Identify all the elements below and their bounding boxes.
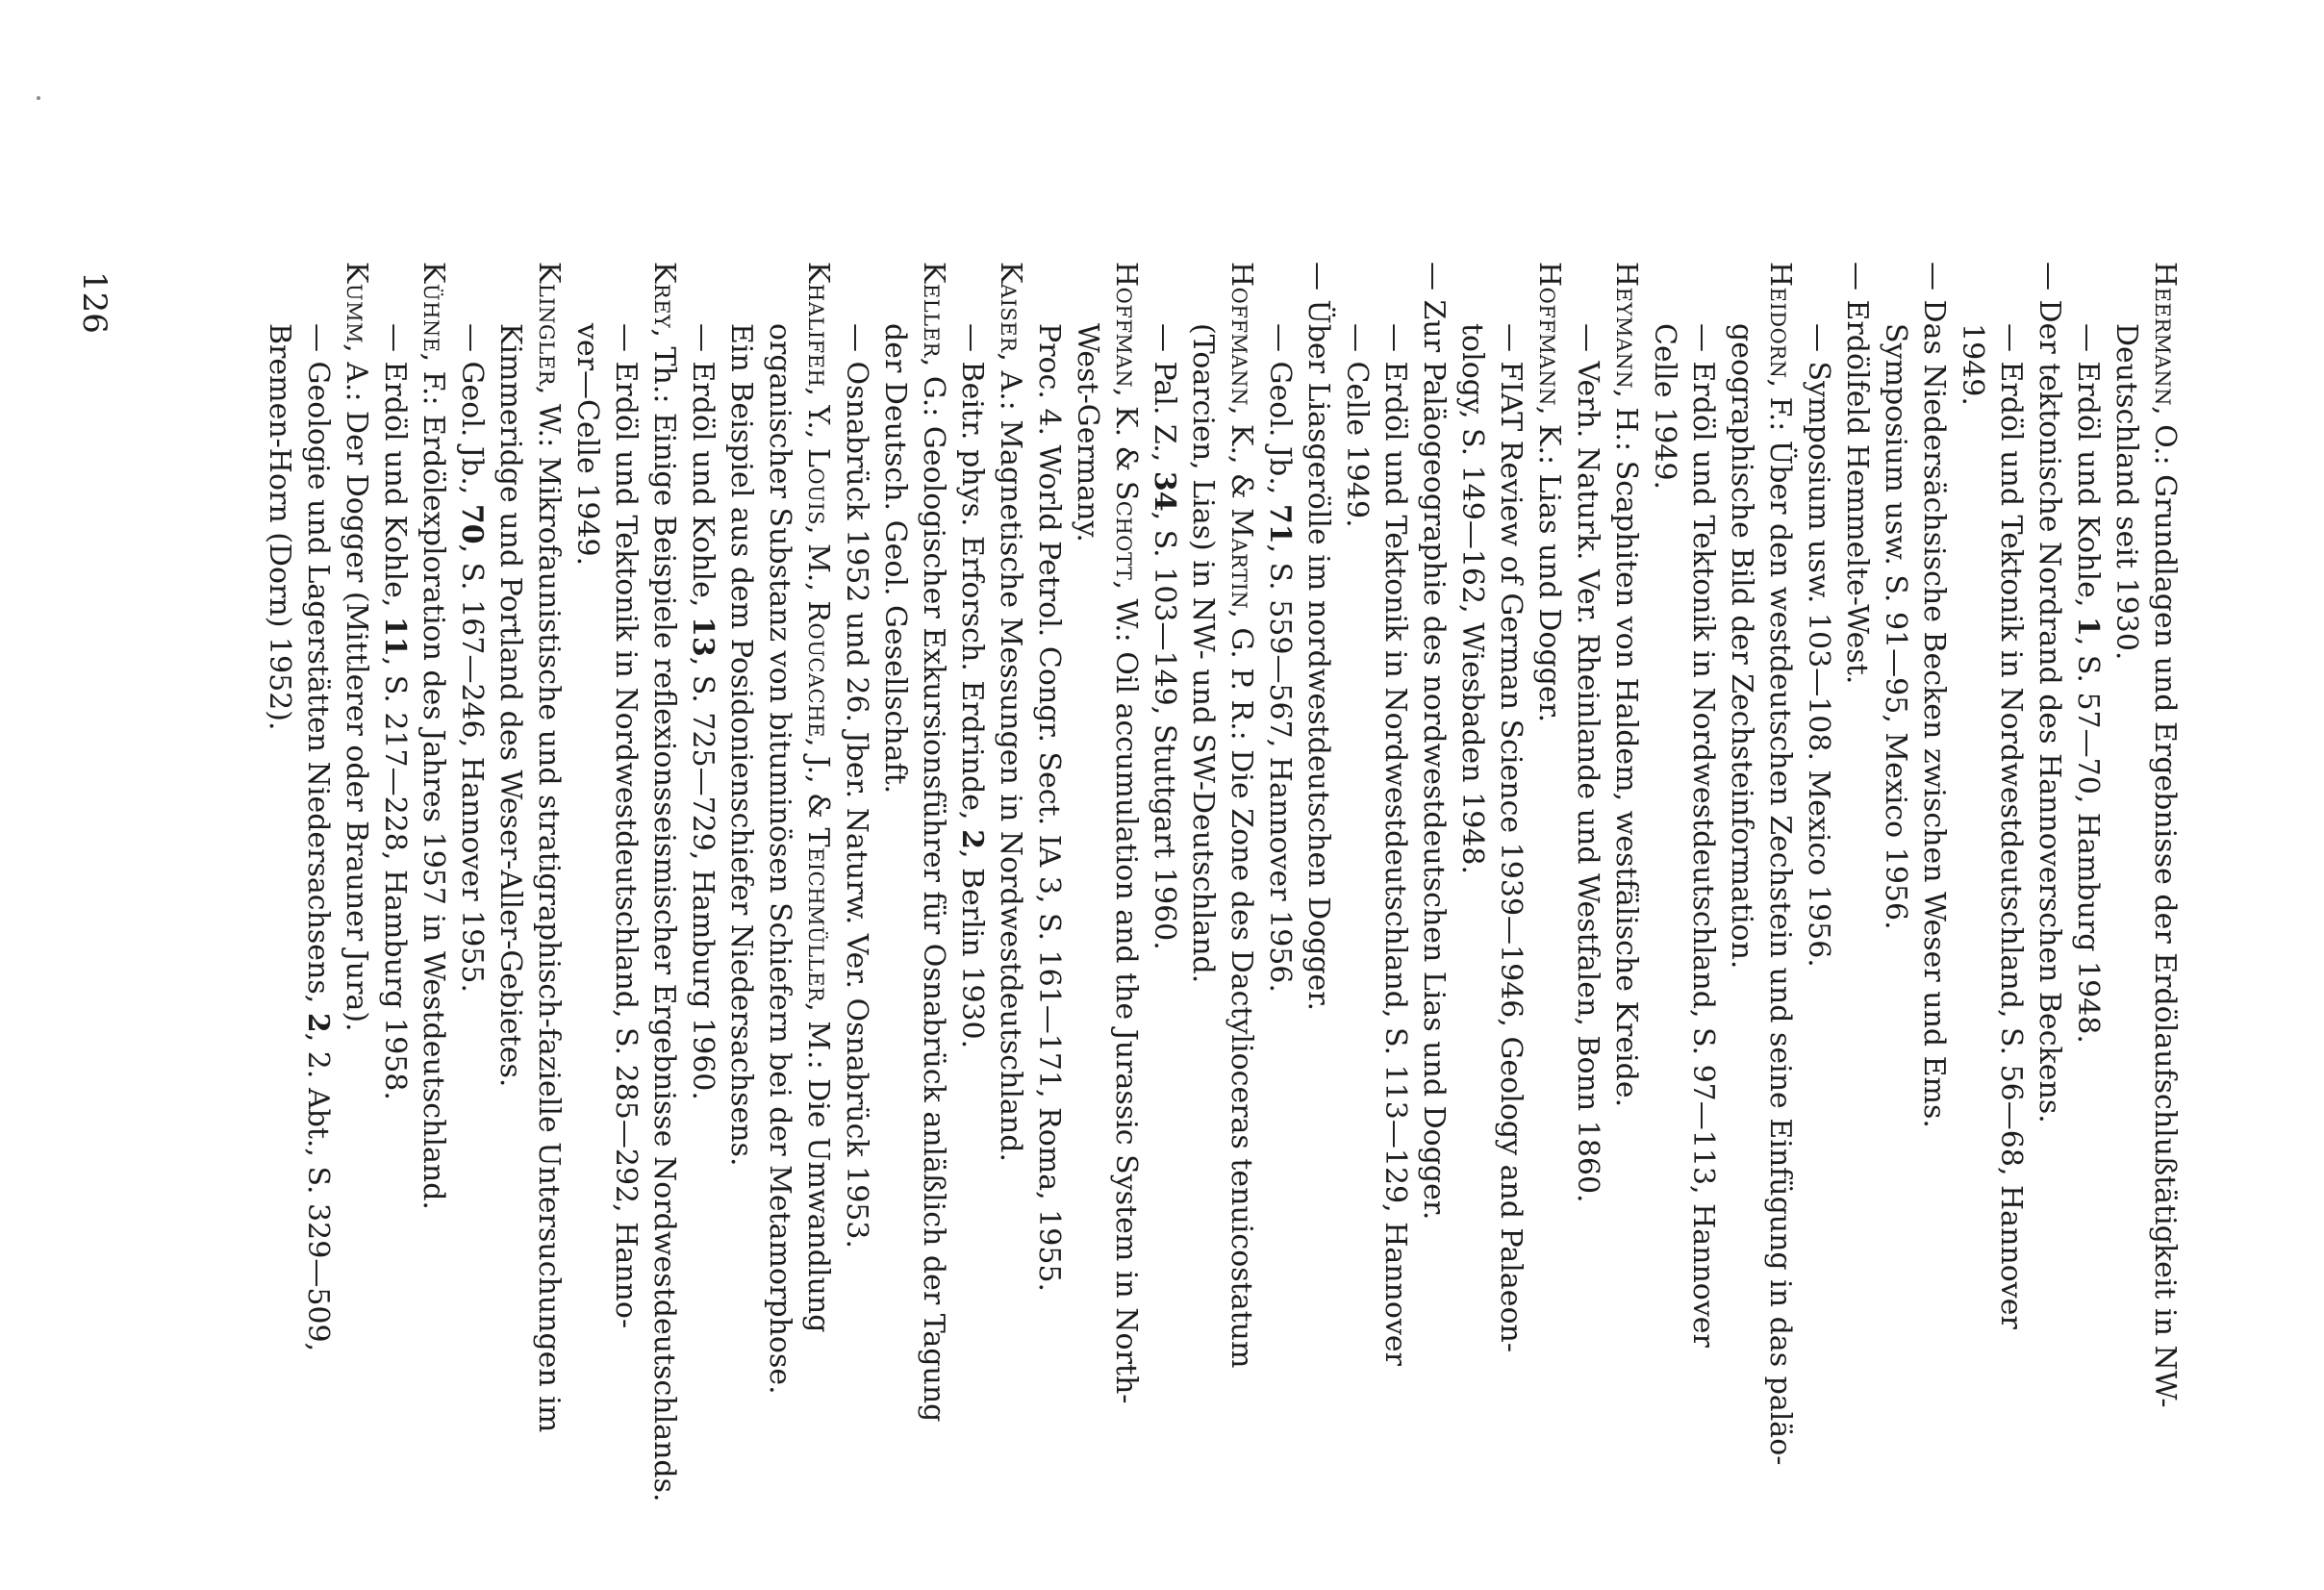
citation-text: Ein Beispiel aus dem Posidonienschiefer Niedersachsens.: [724, 323, 758, 1167]
citation-text: — Zur Paläogeographie des nordwestdeutschen Lias und Dogger.: [1417, 262, 1451, 1221]
entry-continuation-line: [1953, 262, 1991, 1502]
entry-continuation-line: [260, 262, 298, 1502]
author-name: Martin: [1225, 508, 1258, 610]
volume-number: 13: [686, 616, 720, 657]
citation-text: , F.: Über den westdeutschen Zechstein und seine Einfügung in das paläo-: [1763, 378, 1797, 1466]
citation-text: Proc. 4. World Petrol. Congr. Sect. IA 3, S. 161—171, Roma, 1955.: [1032, 323, 1066, 1293]
entry-continuation-line: [1145, 262, 1183, 1502]
citation-text: tology, S. 149—162, Wiesbaden 1948.: [1455, 323, 1489, 875]
citation-text: ver—Celle 1949.: [570, 323, 604, 567]
entry-first-line: [991, 262, 1029, 1502]
author-name: Hoffmann: [1532, 262, 1566, 406]
citation-text: — Geologie und Lagerstätten Niedersachsens,: [301, 323, 335, 1013]
entry-first-line: [1299, 262, 1337, 1502]
citation-text: , S. 725—729, Hamburg 1960.: [686, 656, 720, 1100]
entry-continuation-line: [606, 262, 644, 1502]
entry-continuation-line: [568, 262, 606, 1502]
volume-number: 70: [455, 503, 489, 544]
citation-text: Bremen-Horn (Dorn) 1952).: [263, 323, 296, 731]
citation-text: — Der tektonische Nordrand des Hannoverschen Beckens.: [2033, 262, 2066, 1123]
bibliography-entry: [1645, 262, 1799, 1502]
bibliography-entry: [1145, 262, 1260, 1502]
citation-text: , M.: Die Umwandlung: [801, 1002, 835, 1333]
bibliography-entry: [683, 262, 837, 1502]
citation-text: , S. 217—228, Hamburg 1958.: [378, 656, 412, 1100]
citation-text: — Erdöl und Kohle,: [686, 323, 720, 617]
citation-text: , S. 103—149, Stuttgart 1960.: [1148, 511, 1181, 950]
author-name: Klingler: [532, 262, 566, 386]
volume-number: 11: [378, 616, 412, 657]
entry-first-line: [1414, 262, 1452, 1502]
entry-continuation-line: [452, 262, 491, 1502]
citation-text: — Erdöl und Tektonik in Nordwestdeutschland, S. 113—129, Hannover: [1378, 323, 1412, 1366]
entry-continuation-line: [1260, 262, 1299, 1502]
author-name: Krey: [647, 262, 681, 329]
entry-first-line: [1529, 262, 1568, 1502]
author-name: Teichmüller: [801, 827, 835, 1003]
bibliography-entry: [1799, 262, 1876, 1502]
entry-continuation-line: [721, 262, 760, 1502]
author-name: Schott: [1109, 480, 1143, 581]
citation-text: , W.: Oil accumulation and the Jurassic System in North-: [1109, 580, 1143, 1404]
citation-text: — Erdölfeld Hemmelte-West.: [1840, 262, 1874, 685]
entry-continuation-line: [1029, 262, 1068, 1502]
entry-continuation-line: [952, 262, 991, 1502]
entry-continuation-line: [1068, 262, 1106, 1502]
citation-text: , O.: Grundlagen und Ergebnisse der Erdölaufschlußtätigkeit in NW-: [2148, 406, 2182, 1408]
citation-text: , G. P. R.: Die Zone des Dactylioceras tenuicostatum: [1225, 609, 1258, 1369]
entry-continuation-line: [2068, 262, 2107, 1502]
author-name: Louis: [801, 447, 835, 526]
citation-text: — Erdöl und Tektonik in Nordwestdeutschland, S. 97—113, Hannover: [1686, 323, 1720, 1348]
citation-text: organischer Substanz von bituminösen Schiefern bei der Metamorphose.: [763, 323, 796, 1395]
author-name: Kühne: [417, 262, 450, 353]
citation-text: West-Germany.: [1071, 323, 1104, 543]
citation-text: , S. 57—70, Hamburg 1948.: [2071, 636, 2105, 1044]
citation-text: , K. &: [1109, 388, 1143, 481]
bibliography-entry: [837, 262, 952, 1502]
entry-continuation-line: [1799, 262, 1837, 1502]
citation-text: , G.: Geologischer Exkursionsführer für Osnabrück anläßlich der Tagung: [917, 357, 950, 1423]
entry-first-line: [337, 262, 375, 1502]
volume-number: 71: [1263, 503, 1297, 544]
bibliography-entry: [1260, 262, 1337, 1502]
citation-text: Kimmeridge und Portland des Weser-Aller-Gebietes.: [493, 323, 527, 1088]
citation-text: , Y.,: [801, 387, 835, 448]
entry-continuation-line: [1568, 262, 1606, 1502]
entry-continuation-line: [1722, 262, 1760, 1502]
citation-text: (Toarcien, Lias) in NW- und SW-Deutschland.: [1186, 323, 1220, 984]
citation-text: — Erdöl und Tektonik in Nordwestdeutschland, S. 285—292, Hanno-: [609, 323, 643, 1329]
entry-first-line: [644, 262, 683, 1502]
entry-first-line: [529, 262, 568, 1502]
author-name: Khalifeh: [801, 262, 835, 388]
entry-continuation-line: [1376, 262, 1414, 1502]
bibliography-entry: [1876, 262, 1953, 1502]
bibliography-text-block: [202, 262, 2184, 1502]
citation-text: — Verh. Naturk. Ver. Rheinlande und Westfalen, Bonn 1860.: [1571, 323, 1604, 1203]
entry-continuation-line: [760, 262, 798, 1502]
citation-text: — Celle 1949.: [1340, 323, 1374, 528]
bibliography-entry: [260, 262, 375, 1502]
citation-text: — Erdöl und Kohle,: [2071, 323, 2105, 617]
author-name: Roucache: [801, 600, 835, 738]
citation-text: geographische Bild der Zechsteinformation.: [1725, 323, 1758, 970]
citation-text: der Deutsch. Geol. Gesellschaft.: [878, 323, 912, 795]
author-name: Kaiser: [994, 262, 1027, 353]
bibliography-entry: [1029, 262, 1145, 1502]
author-name: Hoffman: [1109, 262, 1143, 389]
entry-first-line: [1606, 262, 1645, 1502]
bibliography-entry: [1568, 262, 1645, 1502]
entry-first-line: [1760, 262, 1799, 1502]
citation-text: — Geol. Jb.,: [455, 323, 489, 504]
volume-number: 34: [1148, 470, 1181, 512]
citation-text: — Über Liasgerölle im nordwestdeutschen Dogger.: [1301, 262, 1335, 1012]
entry-continuation-line: [375, 262, 414, 1502]
citation-text: Celle 1949.: [1648, 323, 1681, 491]
entry-continuation-line: [491, 262, 529, 1502]
entry-first-line: [1837, 262, 1876, 1502]
entry-continuation-line: [683, 262, 721, 1502]
citation-text: , W.: Mikrofaunistische und stratigraphisch-fazielle Untersuchungen im: [532, 385, 566, 1433]
entry-first-line: [414, 262, 452, 1502]
volume-number: 1: [2071, 616, 2105, 637]
citation-text: , A.: Der Dogger (Mittlerer oder Brauner Jura).: [340, 343, 373, 1032]
citation-text: — Symposium usw. 103—108. Mexico 1956.: [1802, 323, 1835, 968]
citation-text: , K., &: [1225, 405, 1258, 509]
entry-first-line: [1914, 262, 1953, 1502]
bibliography-entry: [452, 262, 568, 1502]
citation-text: 1949.: [1956, 323, 1989, 406]
author-name: Keller: [917, 262, 950, 358]
citation-text: , H.: Scaphiten von Haldem, westfälische Kreide.: [1609, 389, 1643, 1108]
author-name: Heermann: [2148, 262, 2182, 407]
citation-text: , Berlin 1930.: [955, 849, 989, 1049]
volume-number: 2: [301, 1012, 335, 1033]
entry-continuation-line: [1337, 262, 1376, 1502]
citation-text: , J., &: [801, 737, 835, 828]
entry-continuation-line: [2107, 262, 2145, 1502]
entry-continuation-line: [1491, 262, 1529, 1502]
bibliography-entry: [568, 262, 683, 1502]
citation-text: — Osnabrück 1952 und 26. Jber. Naturw. Ver. Osnabrück 1953.: [840, 323, 873, 1249]
citation-text: , F.: Erdölexploration des Jahres 1957 in Westdeutschland.: [417, 352, 450, 1210]
entry-first-line: [2030, 262, 2068, 1502]
entry-continuation-line: [1991, 262, 2030, 1502]
citation-text: — Beitr. phys. Erforsch. Erdrinde,: [955, 323, 989, 830]
entry-continuation-line: [298, 262, 337, 1502]
entry-continuation-line: [1683, 262, 1722, 1502]
entry-first-line: [2145, 262, 2184, 1502]
citation-text: — Das Niedersächsische Becken zwischen Weser und Ems.: [1917, 262, 1951, 1128]
page-number: 126: [75, 271, 114, 334]
entry-continuation-line: [1876, 262, 1914, 1502]
entry-continuation-line: [1452, 262, 1491, 1502]
citation-text: — Erdöl und Kohle,: [378, 323, 412, 617]
citation-text: , 2. Abt., S. 329—509,: [301, 1032, 335, 1352]
author-name: Kumm: [340, 262, 373, 344]
citation-text: , S. 167—246, Hannover 1955.: [455, 543, 489, 994]
citation-text: Deutschland seit 1930.: [2109, 323, 2143, 661]
bibliography-entry: [1337, 262, 1452, 1502]
bibliography-entry: [2068, 262, 2184, 1502]
citation-text: — FIAT Review of German Science 1939—1946, Geology and Palaeon-: [1494, 323, 1528, 1353]
entry-continuation-line: [837, 262, 875, 1502]
citation-text: — Erdöl und Tektonik in Nordwestdeutschland, S. 56—68, Hannover: [1994, 323, 2028, 1329]
bibliography-entry: [1953, 262, 2068, 1502]
entry-first-line: [1222, 262, 1260, 1502]
entry-first-line: [1106, 262, 1145, 1502]
citation-text: , K.: Lias und Dogger.: [1532, 405, 1566, 723]
scan-speck: [37, 96, 40, 100]
citation-text: — Pal. Z.,: [1148, 323, 1181, 471]
bibliography-entry: [1452, 262, 1568, 1502]
citation-text: , Th.: Einige Beispiele reflexionsseismischer Ergebnisse Nordwestdeutschlands.: [647, 328, 681, 1502]
author-name: Heymann: [1609, 262, 1643, 390]
entry-continuation-line: [875, 262, 914, 1502]
entry-continuation-line: [1183, 262, 1222, 1502]
entry-first-line: [914, 262, 952, 1502]
citation-text: , A.: Magnetische Messungen in Nordwestdeutschland.: [994, 352, 1027, 1162]
entry-continuation-line: [1645, 262, 1683, 1502]
citation-text: , S. 559—567, Hannover 1956.: [1263, 543, 1297, 994]
citation-text: Symposium usw. S. 91—95, Mexico 1956.: [1879, 323, 1912, 930]
author-name: Heidorn: [1763, 262, 1797, 379]
volume-number: 2: [955, 829, 989, 849]
bibliography-entry: [375, 262, 452, 1502]
author-name: Hoffmann: [1225, 262, 1258, 406]
entry-first-line: [798, 262, 837, 1502]
citation-text: , M.,: [801, 525, 835, 601]
bibliography-entry: [952, 262, 1029, 1502]
citation-text: — Geol. Jb.,: [1263, 323, 1297, 504]
